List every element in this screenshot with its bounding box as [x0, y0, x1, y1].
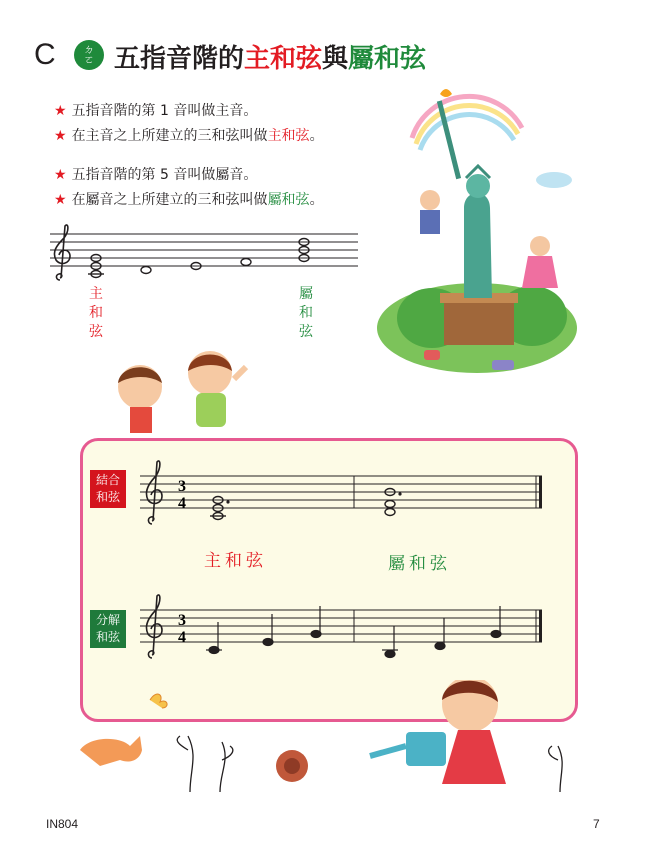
label-char: 和	[89, 305, 103, 321]
time-signature-bottom: 4	[178, 629, 186, 646]
tag-line: 分解	[95, 613, 120, 627]
statue-of-liberty-illustration	[372, 88, 582, 378]
bullet-text: 在主音之上所建立的三和弦叫做	[71, 128, 268, 144]
bullet-highlight: 屬和弦	[267, 192, 310, 208]
bullet-end: 。	[309, 192, 324, 208]
dominant-chord-label	[296, 285, 316, 342]
time-signature-top: 3	[178, 478, 186, 495]
garden-illustration	[70, 680, 590, 800]
page-title	[114, 38, 426, 75]
title-tonic: 主和弦	[244, 44, 323, 74]
bullet-4	[54, 189, 324, 209]
star-icon: ★	[54, 167, 67, 183]
tag-line: 和弦	[95, 630, 120, 644]
label-char: 屬	[299, 286, 313, 302]
badge-top-symbol: ㄉ	[83, 43, 95, 56]
section-badge	[74, 40, 104, 70]
label-char: 弦	[299, 324, 313, 340]
children-illustration	[110, 345, 250, 445]
tag-line: 和弦	[95, 490, 120, 504]
bullet-end: 。	[309, 128, 324, 144]
bullet-text: 五指音階的第 1 音叫做主音。	[71, 103, 258, 119]
title-part-3: 與	[322, 44, 349, 74]
label-char: 主	[89, 286, 103, 302]
tonic-chord-label	[86, 285, 106, 342]
badge-bottom-symbol: ㄛ	[83, 53, 95, 66]
section-letter: C	[34, 38, 56, 71]
tag-line: 結合	[95, 473, 120, 487]
star-icon: ★	[54, 128, 67, 144]
label-char: 和	[299, 305, 313, 321]
label-char: 弦	[89, 324, 103, 340]
treble-clef-icon	[54, 225, 70, 280]
time-signature-top: 3	[178, 612, 186, 629]
block-chord-tag	[90, 470, 126, 508]
star-icon: ★	[54, 103, 67, 119]
bullet-highlight: 主和弦	[267, 128, 310, 144]
scale-staff	[46, 222, 366, 282]
panel-tonic-name: 主和弦	[204, 551, 267, 571]
title-part-1: 五指音階的	[114, 44, 245, 74]
block-chord-staff	[140, 458, 546, 528]
broken-chord-staff	[140, 592, 546, 662]
panel-dominant-name: 屬和弦	[388, 554, 451, 574]
bullet-text: 在屬音之上所建立的三和弦叫做	[71, 192, 268, 208]
bullet-3	[54, 164, 257, 184]
page-number: 7	[593, 817, 600, 831]
broken-chord-tag	[90, 610, 126, 648]
star-icon: ★	[54, 192, 67, 208]
bullet-2	[54, 125, 324, 145]
book-code: IN804	[46, 817, 79, 831]
bullet-1	[54, 100, 257, 120]
time-signature-bottom: 4	[178, 495, 186, 512]
title-dominant: 屬和弦	[348, 44, 427, 74]
bullet-text: 五指音階的第 5 音叫做屬音。	[71, 167, 258, 183]
